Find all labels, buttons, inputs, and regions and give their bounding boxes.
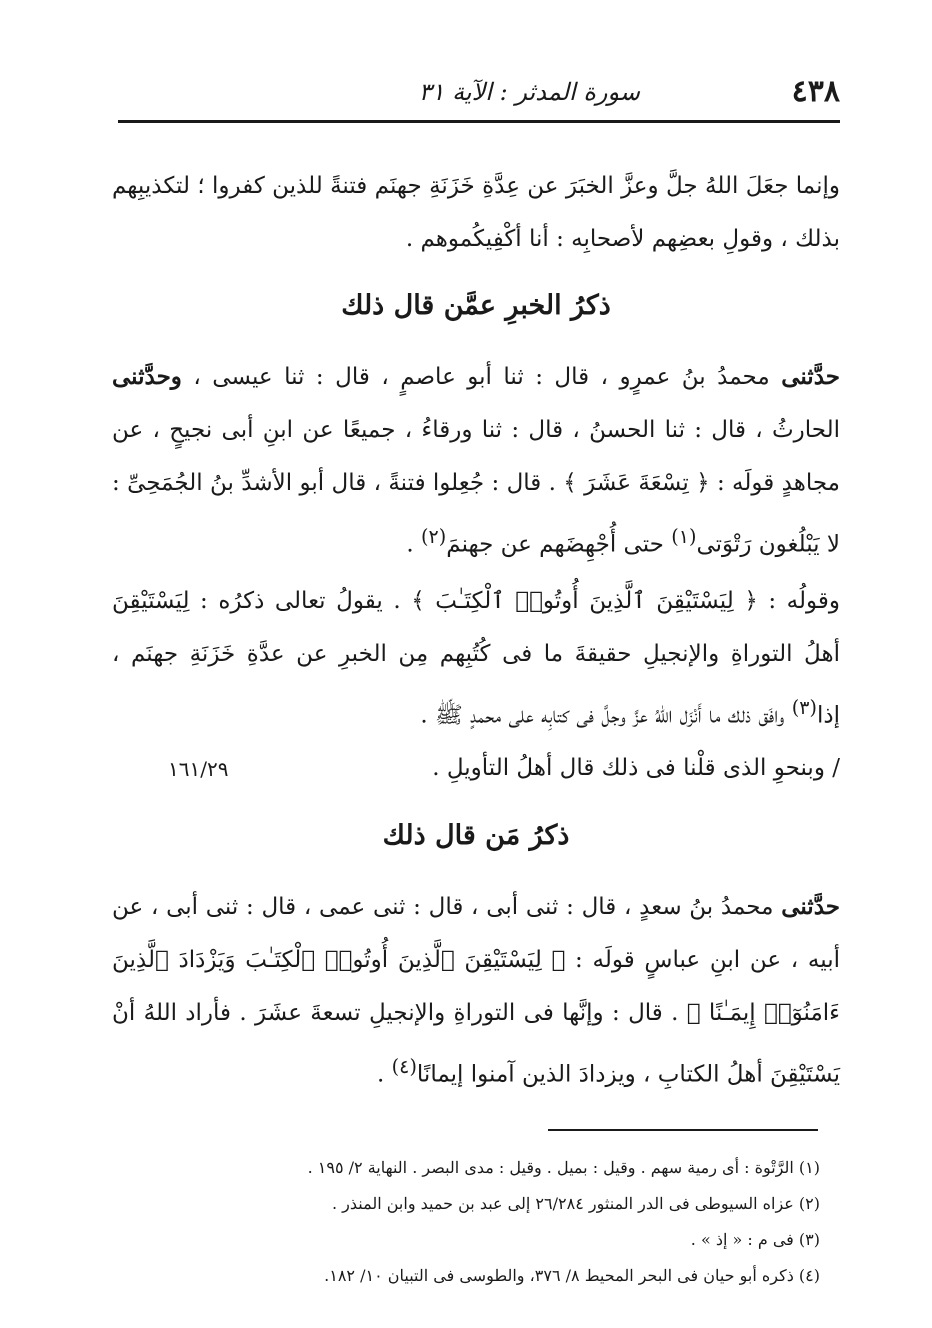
header-rule: [118, 120, 840, 123]
paragraph-hadith-1: [112, 350, 840, 572]
footnotes: [200, 1150, 820, 1294]
footnote-ref: (٤): [391, 1055, 417, 1078]
page-header: [118, 70, 840, 116]
footnote: (١) الرَّتْوة : أى رمية سهم . وقيل : بميل . وقيل : مدى البصر . النهاية ٢/ ١٩٥ .: [307, 1158, 820, 1177]
hadith-text: الحارثُ ، قال : ثنا الحسنُ ، قال : ثنا ورقاءُ ، جميعًا عن ابنِ أبى نجيحٍ ، عن مجاهدٍ قولَه : ﴿ تِسْعَةَ عَشَرَ ﴾ . قال : جُعِلوا فتنةً ، قال أبو الأشدِّ بنُ الجُمَحِىِّ : لا يَبْلُغون رَتْوَتى: [112, 417, 840, 558]
paragraph-intro: [112, 160, 840, 266]
hadith-lead-word: حدَّثنى: [781, 363, 840, 390]
footnote: (٢) عزاه السيوطى فى الدر المنثور ٢٦/٢٨٤ إلى عبد بن حميد وابن المنذر .: [331, 1194, 820, 1213]
paragraph-hadith-2: [112, 880, 840, 1102]
page-number: ٤٣٨: [791, 74, 840, 109]
footnote: (٤) ذكره أبو حيان فى البحر المحيط ٨/ ٣٧٦، والطوسى فى التبيان ١٠/ ١٨٢.: [324, 1266, 820, 1285]
hadith-text: حتى أُجْهِضَهم عن جهنمَ: [446, 531, 672, 558]
footnote-ref: (٢): [421, 525, 447, 548]
paragraph-commentary: [112, 575, 840, 743]
section-heading-1: ذكرُ الخبرِ عمَّن قال ذلك: [341, 290, 611, 321]
commentary-text: وقولُه : ﴿ لِيَسْتَيْقِنَ ٱلَّذِينَ أُوتُوا۟ ٱلْكِتَـٰبَ ﴾ . يقولُ تعالى ذكرُه : لِيَسْتَيْقِنَ أهلُ التوراةِ والإنجيلِ حقيقةَ ما فى كُتُبِهم مِن الخبرِ عن عدَّةِ خَزَنَةِ جهنَم ، إذا: [112, 588, 840, 729]
footnote-ref: (١): [671, 525, 697, 548]
hadith-text: .: [406, 531, 421, 558]
commentary-text: وافَق ذلك ما أَنْزَل اللهُ عزَّ وجلَّ فى كتابِه على محمدٍ ﷺ .: [420, 702, 792, 729]
section-heading-2: ذكرُ مَن قال ذلك: [382, 820, 570, 851]
hadith-text: محمدُ بنُ عمرٍو ، قال : ثنا أبو عاصمٍ ، قال : ثنا عيسى ،: [181, 364, 782, 390]
margin-reference: ١٦١/٢٩: [168, 757, 229, 781]
footnote-ref: (٣): [791, 696, 817, 719]
footnote-rule: [548, 1129, 818, 1131]
running-title: سورة المدثر : الآية ٣١: [418, 78, 640, 106]
transition-text: / وبنحوِ الذى قلْنا فى ذلك قال أهلُ التأويلِ .: [432, 755, 840, 781]
hadith-text: محمدُ بنُ سعدٍ ، قال : ثنى أبى ، قال : ثنى عمى ، قال : ثنى أبى ، عن أبيه ، عن ابنِ عباسٍ قولَه : ﴿ لِيَسْتَيْقِنَ ٱلَّذِينَ أُوتُوا۟ ٱلْكِتَـٰبَ وَيَزْدَادَ ٱلَّذِينَ ءَامَنُوٓا۟ إِيمَـٰنًا ﴾ . قال : وإنَّها فى التوراةِ والإنجيلِ تسعةَ عشَرَ . فأراد اللهُ أنْ يَسْتَيْقِنَ أهلُ الكتابِ ، ويزدادَ الذين آمنوا إيمانًا: [112, 894, 840, 1088]
footnote: (٣) فى م : « إذ » .: [690, 1230, 820, 1249]
hadith-lead-word: حدَّثنى: [781, 893, 840, 920]
hadith-text: .: [377, 1061, 392, 1088]
paragraph-intro-text: وإنما جعَلَ اللهُ جلَّ وعزَّ الخبَرَ عن عِدَّةِ خَزَنَةِ جهنَم فتنةً للذين كفروا ؛ لتكذيبِهم بذلك ، وقولِ بعضِهم لأصحابِه : أنا أكْفِيكُموهم .: [112, 173, 840, 252]
hadith-lead-word: وحدَّثنى: [112, 363, 182, 390]
